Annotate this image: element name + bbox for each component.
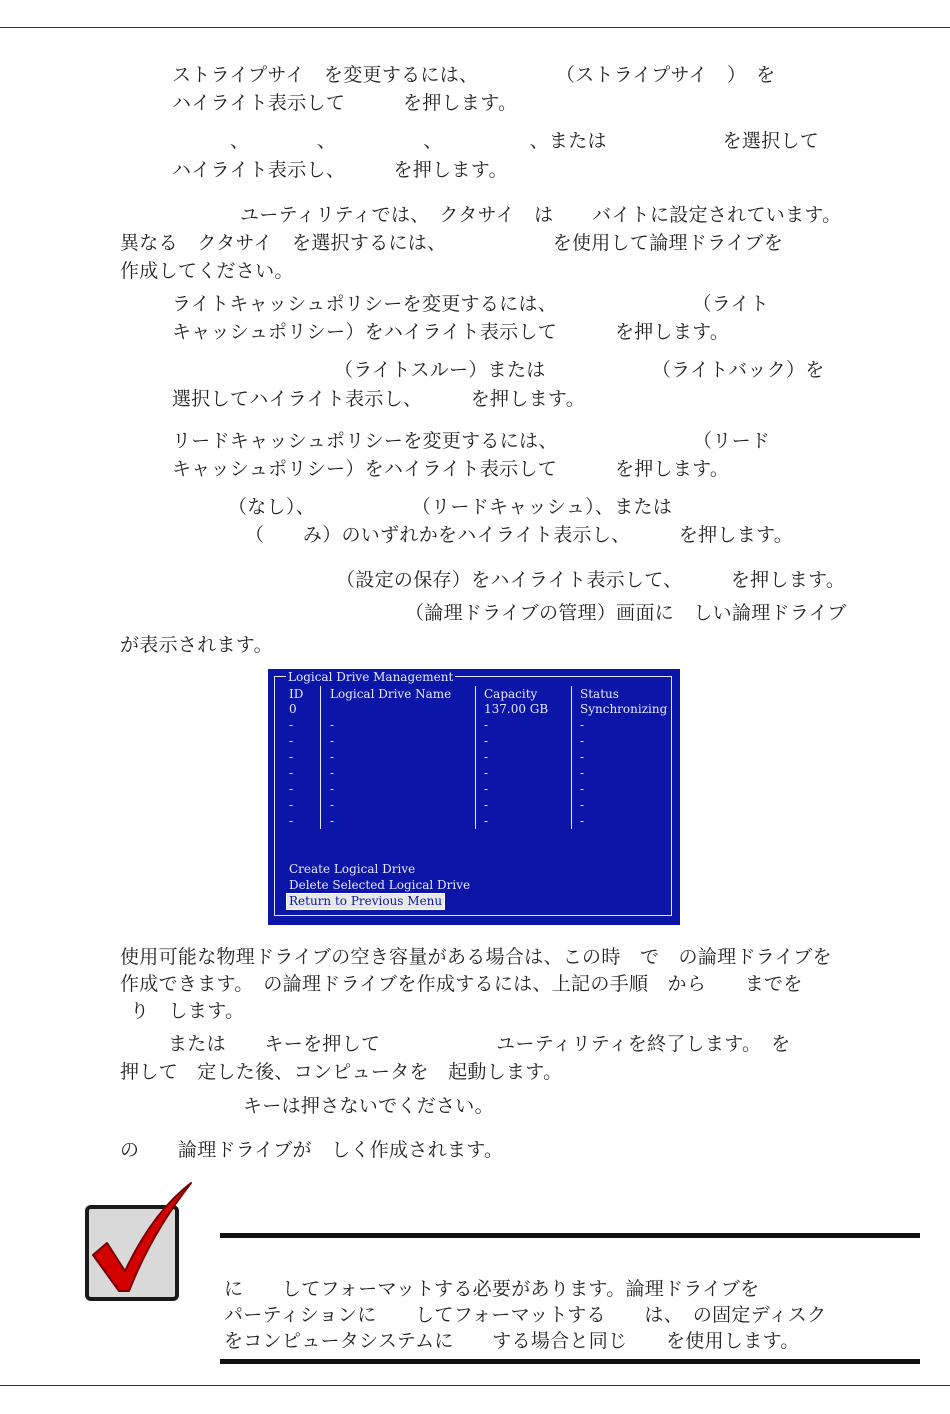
col-divider — [320, 686, 321, 829]
text-line: または キーを押して ユーティリティを終了します。 を — [168, 1033, 791, 1055]
text-line: 作成できます。 の論理ドライブを作成するには、上記の手順 から までを — [120, 973, 803, 995]
cell-status: - — [580, 718, 585, 732]
text-line: リードキャッシュポリシーを変更するには、 （リード — [172, 430, 771, 452]
cell-id: - — [289, 798, 294, 812]
cell-capacity: - — [484, 734, 489, 748]
note-top-bar — [220, 1233, 920, 1238]
col-header-status: Status — [580, 687, 619, 701]
cell-status: - — [580, 766, 585, 780]
cell-capacity: - — [484, 718, 489, 732]
cell-capacity: - — [484, 782, 489, 796]
col-divider — [475, 686, 476, 829]
cell-status: - — [580, 750, 585, 764]
text-line: （ライトスルー）または （ライトバック）を — [334, 359, 825, 381]
col-header-capacity: Capacity — [484, 687, 538, 701]
cell-name: - — [330, 814, 335, 828]
cell-name: - — [330, 750, 335, 764]
text-line: 異なる クタサイ を選択するには、 を使用して論理ドライブを — [120, 232, 784, 254]
text-line: 使用可能な物理ドライブの空き容量がある場合は、この時 で の論理ドライブを — [120, 946, 832, 968]
cell-id: - — [289, 718, 294, 732]
cell-id: - — [289, 782, 294, 796]
text-line: ストライプサイ を変更するには、 （ストライプサイ ） を — [172, 64, 776, 86]
text-line: り します。 — [130, 1000, 245, 1022]
text-line: キャッシュポリシー）をハイライト表示して を押します。 — [172, 458, 730, 480]
cell-id: 0 — [289, 702, 297, 716]
cell-capacity: - — [484, 798, 489, 812]
text-line: 作成してください。 — [120, 260, 294, 282]
cell-id: - — [289, 814, 294, 828]
menu-delete-logical-drive[interactable]: Delete Selected Logical Drive — [289, 878, 471, 892]
text-line: （なし）、 （リードキャッシュ）、または — [228, 496, 673, 518]
col-header-name: Logical Drive Name — [330, 687, 452, 701]
bottom-rule — [0, 1385, 950, 1386]
cell-name: - — [330, 734, 335, 748]
cell-capacity: - — [484, 750, 489, 764]
cell-status: - — [580, 782, 585, 796]
cell-capacity: 137.00 GB — [484, 702, 549, 716]
bios-screenshot — [268, 669, 680, 925]
menu-create-logical-drive[interactable]: Create Logical Drive — [289, 862, 416, 876]
cell-capacity: - — [484, 814, 489, 828]
cell-name: - — [330, 782, 335, 796]
text-line: 、 、 、 、または を選択して — [230, 130, 820, 152]
cell-name: - — [330, 766, 335, 780]
text-line: （設定の保存）をハイライト表示して、 を押します。 — [336, 569, 846, 591]
cell-status: - — [580, 734, 585, 748]
text-line: ユーティリティでは、 クタサイ は バイトに設定されています。 — [240, 204, 842, 226]
top-rule — [0, 27, 950, 28]
note-line: に してフォーマットする必要があります。論理ドライブを — [224, 1278, 760, 1300]
cell-name: - — [330, 718, 335, 732]
text-line: ハイライト表示し、 を押します。 — [172, 159, 508, 181]
cell-name: - — [330, 798, 335, 812]
note-line: パーティションに してフォーマットする は、 の固定ディスク — [224, 1304, 827, 1326]
note-bottom-bar — [220, 1359, 920, 1364]
cell-status: - — [580, 798, 585, 812]
text-line: の 論理ドライブが しく作成されます。 — [120, 1139, 504, 1161]
cell-capacity: - — [484, 766, 489, 780]
cell-id: - — [289, 766, 294, 780]
menu-return-previous[interactable]: Return to Previous Menu — [286, 893, 445, 910]
checkmark-icon — [81, 1181, 211, 1311]
text-line: 押して 定した後、コンピュータを 起動します。 — [120, 1061, 563, 1083]
text-line: （論理ドライブの管理）画面に しい論理ドライブ — [405, 602, 847, 624]
text-line: キャッシュポリシー）をハイライト表示して を押します。 — [172, 321, 730, 343]
bios-title: Logical Drive Management — [288, 670, 454, 684]
col-header-id: ID — [289, 687, 304, 701]
cell-id: - — [289, 734, 294, 748]
text-line: が表示されます。 — [120, 634, 273, 656]
text-line: （ み）のいずれかをハイライト表示し、 を押します。 — [245, 524, 794, 546]
note-checkmark-box — [85, 1205, 179, 1301]
text-line: ライトキャッシュポリシーを変更するには、 （ライト — [172, 293, 770, 315]
text-line: 選択してハイライト表示し、 を押します。 — [172, 388, 586, 410]
cell-id: - — [289, 750, 294, 764]
cell-status: - — [580, 814, 585, 828]
text-line: キーは押さないでください。 — [243, 1095, 494, 1117]
note-line: をコンピュータシステムに する場合と同じ を使用します。 — [224, 1330, 800, 1352]
cell-status: Synchronizing — [580, 702, 668, 716]
text-line: ハイライト表示して を押します。 — [172, 92, 518, 114]
col-divider — [571, 686, 572, 829]
